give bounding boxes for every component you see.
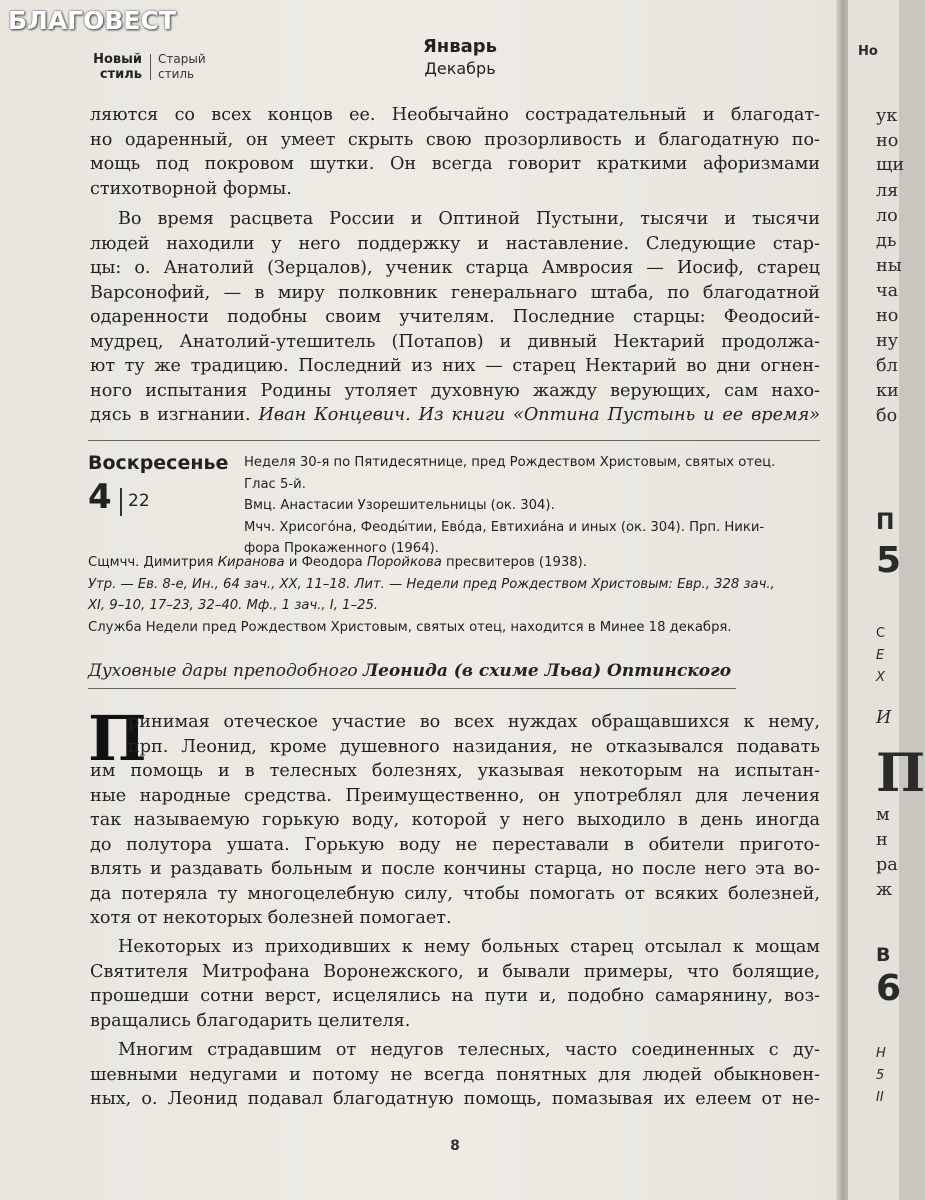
paragraph-p1-start: ринимая отеческое участие во всех нуждах обращавшихся к нему, прп. Леонид, кроме душевного назидания, не отказывался подавать — [128, 712, 820, 757]
commemorations: Неделя 30-я по Пятидесятнице, пред Рождеством Христовым, святых отец. Глас 5-й. Вмц. Анастасии Узорешительницы (ок. 304). Мчч. Хрисого́на, Феоды́тии, Ево́да, Евтихиа́на и иных (ок. 304). Прп. Ники- фора Прокаженного (1964). — [244, 455, 776, 556]
drop-cap: П — [88, 702, 147, 775]
next-page-header: Но — [858, 44, 878, 59]
readings-line: Утр. — Ев. 8-е, Ин., 64 зач., XX, 11–18. Лит. — Недели пред Рождеством Христовым: Евр., 328 зач., — [88, 576, 775, 592]
new-style-label: Новый стиль — [93, 52, 142, 82]
new-style-date: 4 — [88, 477, 112, 517]
next-page-edge: Но ук но щи ля ло дь ны ча но ну бл ки бо П 5 С Е Х И П м н ра ж В 6 Н 5 II — [848, 0, 899, 1200]
source-citation: Иван Концевич. Из книги «Оптина Пустынь и ее время» — [258, 405, 820, 425]
old-style-label: Старый стиль — [158, 52, 206, 81]
paragraph-p2: Некоторых из приходивших к нему больных старец отсылал к мощам Святителя Митрофана Воронежского, и бывали примеры, что болящие, прошедши сотни верст, исцелялись на пути и, подобно самарянину, воз- вращались благодарить целителя. — [90, 937, 820, 1031]
page-number: 8 — [450, 1138, 460, 1154]
date-separator — [120, 488, 122, 516]
month-new-style: Январь — [422, 36, 498, 57]
section-divider — [88, 440, 820, 441]
paragraph-p1: им помощь и в телесных болезнях, указывая некоторым на испытан- ные народные средства. Преимущественно, он употреблял для лечения так называемую горькую воду, которой у него выходило в день иногда до полутора ушата. Горькую воду не переставали в обители пригото- влять и раздавать больным и после кончины старца, но после него эта во- да потеряла ту многоцелебную силу, чтобы помогать от всяких болезней, хотя от некоторых болезней помогает. — [90, 761, 820, 928]
title-underline — [88, 688, 736, 689]
attribution-line: дясь в изгнании. Иван Концевич. Из книги «Оптина Пустынь и ее время» — [90, 405, 820, 425]
month-old-style: Декабрь — [424, 59, 496, 78]
section-title: Духовные дары преподобного Леонида (в схиме Льва) Оптинского — [88, 661, 732, 681]
old-style-date: 22 — [128, 491, 150, 511]
readings-line: XI, 9–10, 17–23, 32–40. Мф., 1 зач., I, 1–25. — [88, 598, 379, 613]
header-separator — [150, 54, 151, 80]
paragraph-elders: Во время расцвета России и Оптиной Пустыни, тысячи и тысячи людей находили у него поддержку и наставление. Следующие стар- цы: о. Анатолий (Зерцалов), ученик старца Амвросия — Иосиф, старец Варсонофий, — в миру полковник генеральнаго штаба, по благодатной одаренности подобны своим учителям. Последние старцы: Феодосий- мудрец, Анатолий-утешитель (Потапов) и дивный Нектарий продолжа- ют ту же традицию. Последний из них — старец Нектарий во дни огнен- ного испытания Родины утоляет духовную жажду верующих, сам нахо- дясь в изгнании. Иван Концевич. Из книги «Оптина Пустынь и ее время» — [90, 207, 820, 428]
paragraph-p3: Многим страдавшим от недугов телесных, часто соединенных с ду- шевными недугами и потому не всегда понятных для людей обыкновен- ных, о. Леонид подавал благодатную помощь, помазывая их елеем от не- — [90, 1040, 820, 1109]
day-of-week: Воскресенье — [88, 452, 229, 474]
hieromartyrs-entry: Сщмчч. Димитрия Киранова и Феодора Поройкова пресвитеров (1938). — [88, 555, 587, 570]
service-note: Служба Недели пред Рождеством Христовым, святых отец, находится в Минее 18 декабря. — [88, 619, 732, 635]
continued-paragraph: ляются со всех концов ее. Необычайно сострадательный и благодат- но одаренный, он умеет скрыть свою прозорливость и благодатную по- мощь под покровом шутки. Он всегда говорит краткими афоризмами стихотворной формы. — [90, 105, 820, 199]
commemorations-continued — [88, 552, 775, 638]
watermark-logo: БЛАГОВЕСТ — [8, 6, 176, 35]
